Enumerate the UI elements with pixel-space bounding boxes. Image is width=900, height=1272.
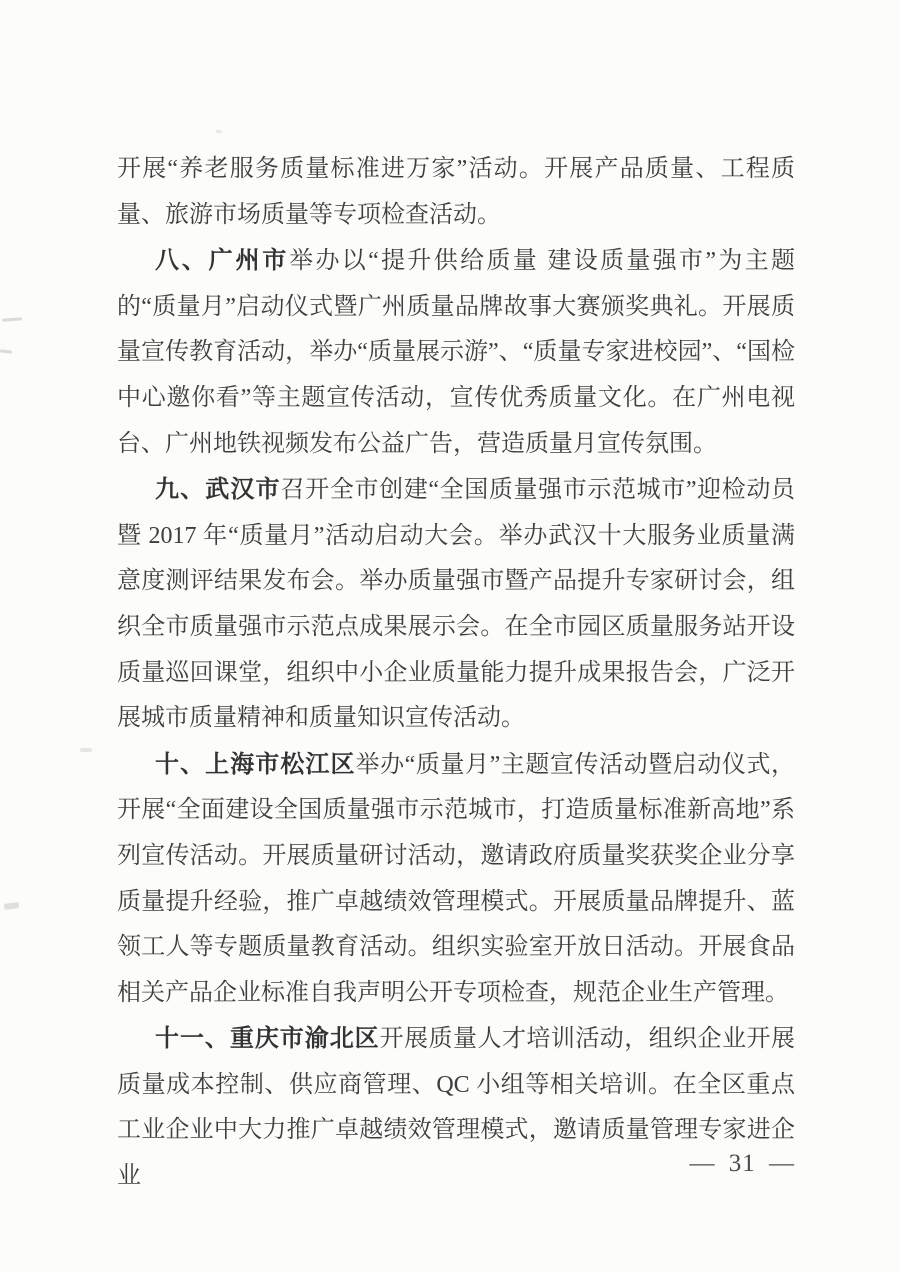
- paragraph-text: 开展质量人才培训活动，组织企业开展质量成本控制、供应商管理、QC 小组等相关培训。在全区重点工业企业中大力推广卓越绩效管理模式，邀请质量管理专家进企业: [117, 1026, 795, 1190]
- paragraph-guangzhou: [117, 238, 795, 467]
- paragraph-text: 开展“养老服务质量标准进万家”活动。开展产品质量、工程质量、旅游市场质量等专项检查活动。: [117, 156, 795, 228]
- paragraph-shanghai-songjiang: [117, 742, 795, 1017]
- section-heading-wuhan: 九、武汉市: [155, 476, 281, 504]
- scan-smudge: [4, 902, 20, 910]
- page-number: — 31 —: [689, 1150, 795, 1177]
- scan-smudge: [80, 748, 92, 752]
- scan-smudge: [0, 349, 12, 353]
- scan-smudge: [216, 130, 222, 133]
- paragraph-text: 举办以“提升供给质量 建设质量强市”为主题的“质量月”启动仪式暨广州质量品牌故事大赛颁奖典礼。开展质量宣传教育活动，举办“质量展示游”、“质量专家进校园”、“国检中心邀你看”等主题宣传活动，宣传优秀质量文化。在广州电视台、广州地铁视频发布公益广告，营造质量月宣传氛围。: [117, 248, 795, 457]
- scan-smudge: [2, 317, 22, 321]
- section-heading-guangzhou: 八、广州市: [155, 247, 290, 275]
- paragraph-continuation: [117, 146, 795, 238]
- paragraph-wuhan: [117, 467, 795, 742]
- paragraph-text: 召开全市创建“全国质量强市示范城市”迎检动员暨 2017 年“质量月”活动启动大会。举办武汉十大服务业质量满意度测评结果发布会。举办质量强市暨产品提升专家研讨会，组织全市质量强市示范点成果展示会。在全市园区质量服务站开设质量巡回课堂，组织中小企业质量能力提升成果报告会，广泛开展城市质量精神和质量知识宣传活动。: [117, 477, 796, 732]
- section-heading-shanghai-songjiang: 十、上海市松江区: [155, 750, 356, 778]
- paragraph-text: 举办“质量月”主题宣传活动暨启动仪式，开展“全面建设全国质量强市示范城市，打造质量标准新高地”系列宣传活动。开展质量研讨活动，邀请政府质量奖获奖企业分享质量提升经验，推广卓越绩效管理模式。开展质量品牌提升、蓝领工人等专题质量教育活动。组织实验室开放日活动。开展食品相关产品企业标准自我声明公开专项检查，规范企业生产管理。: [117, 751, 796, 1006]
- section-heading-chongqing-yubei: 十一、重庆市渝北区: [155, 1025, 380, 1053]
- page-body: [117, 146, 795, 1200]
